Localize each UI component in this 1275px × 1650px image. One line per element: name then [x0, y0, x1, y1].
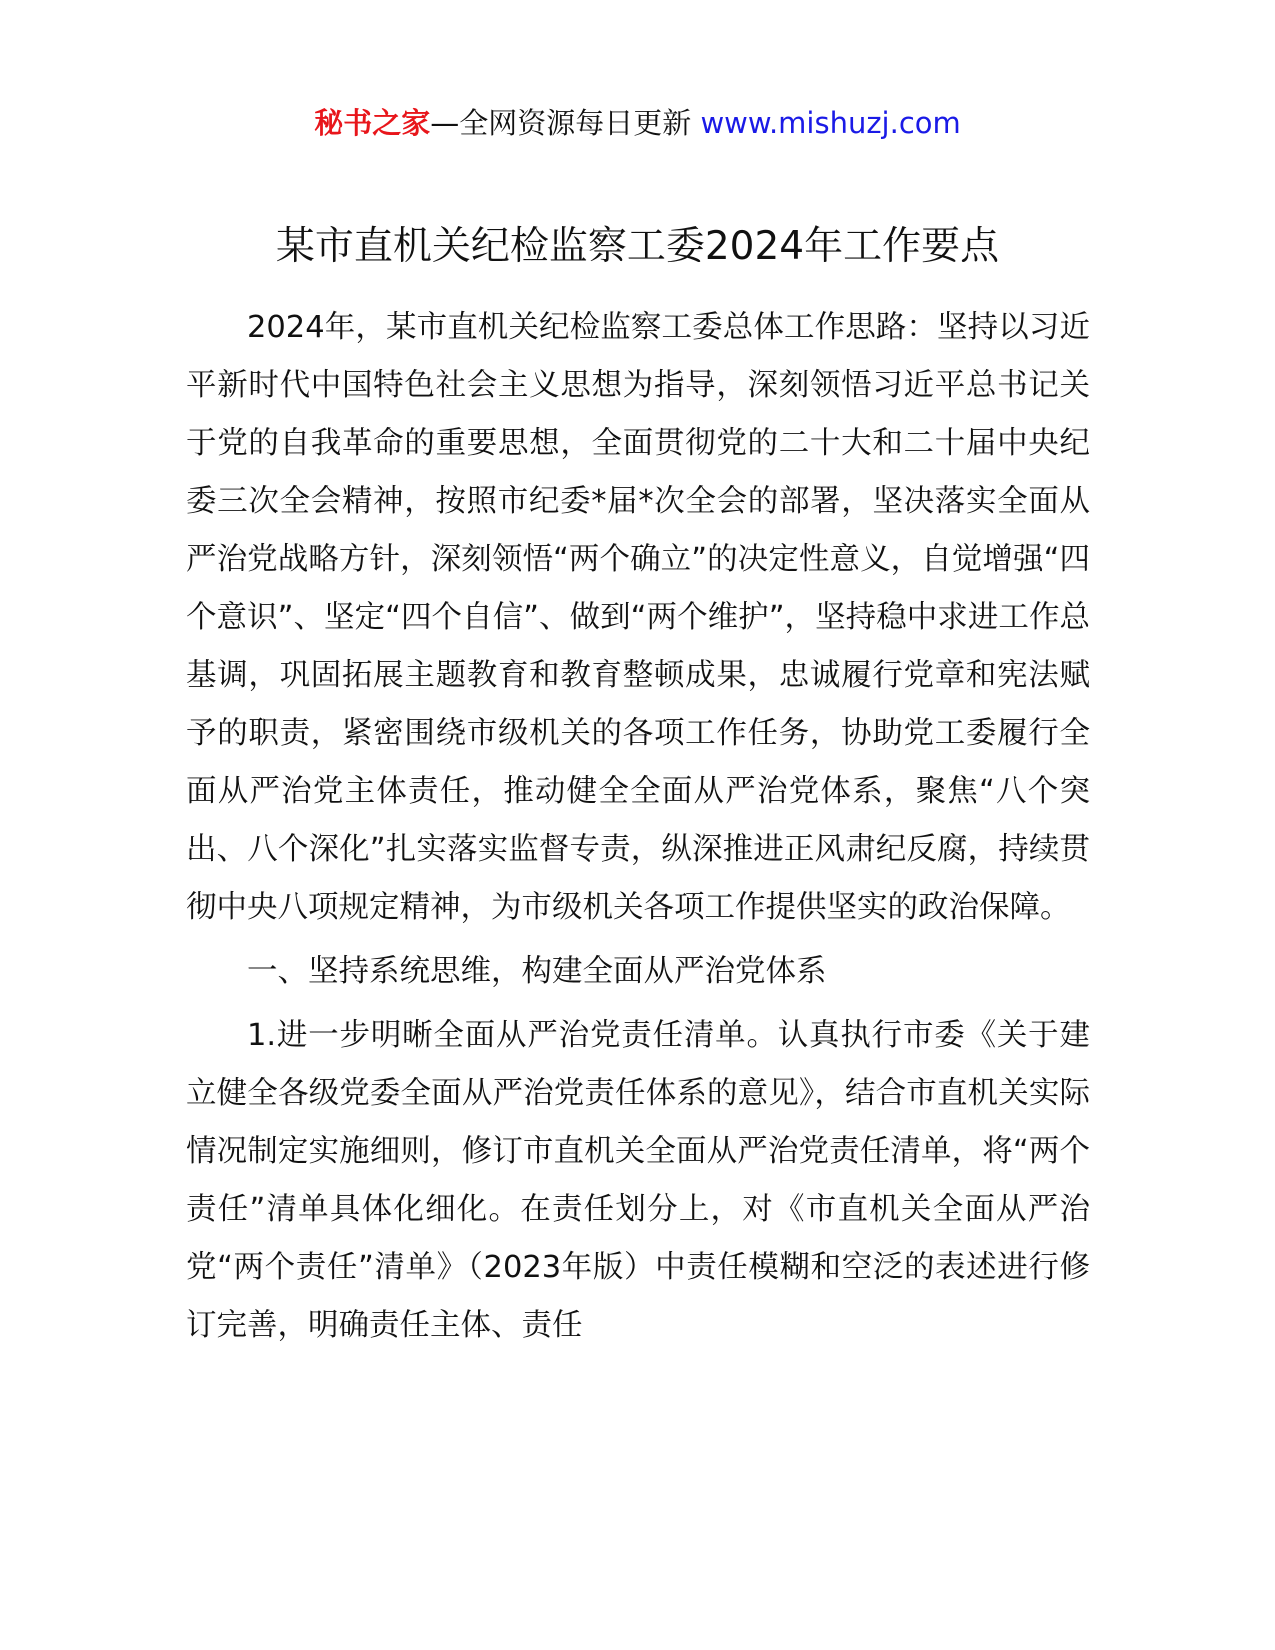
banner-brand: 秘书之家 [314, 106, 431, 140]
banner-url-link[interactable]: www.mishuzj.com [700, 106, 961, 140]
intro-paragraph: 2024年，某市直机关纪检监察工委总体工作思路：坚持以习近平新时代中国特色社会主义思想为指导，深刻领悟习近平总书记关于党的自我革命的重要思想，全面贯彻党的二十大和二十届中央纪委三次全会精神，按照市纪委*届*次全会的部署，坚决落实全面从严治党战略方针，深刻领悟“两个确立”的决定性意义，自觉增强“四个意识”、坚定“四个自信”、做到“两个维护”，坚持稳中求进工作总基调，巩固拓展主题教育和教育整顿成果，忠诚履行党章和宪法赋予的职责，紧密围绕市级机关的各项工作任务，协助党工委履行全面从严治党主体责任，推动健全全面从严治党体系，聚焦“八个突出、八个深化”扎实落实监督专责，纵深推进正风肃纪反腐，持续贯彻中央八项规定精神，为市级机关各项工作提供坚实的政治保障。 [186, 310, 1090, 925]
document-title: 某市直机关纪检监察工委2024年工作要点 [275, 224, 1000, 269]
site-banner [0, 103, 1275, 143]
document-body [186, 299, 1090, 1355]
banner-tagline: —全网资源每日更新 [430, 106, 692, 140]
section-heading: 一、坚持系统思维，构建全面从严治党体系 [247, 954, 827, 989]
item-paragraph: 1.进一步明晰全面从严治党责任清单。认真执行市委《关于建立健全各级党委全面从严治党责任体系的意见》，结合市直机关实际情况制定实施细则，修订市直机关全面从严治党责任清单，将“两个责任”清单具体化细化。在责任划分上，对《市直机关全面从严治党“两个责任”清单》（2023年版）中责任模糊和空泛的表述进行修订完善，明确责任主体、责任 [186, 1018, 1090, 1343]
